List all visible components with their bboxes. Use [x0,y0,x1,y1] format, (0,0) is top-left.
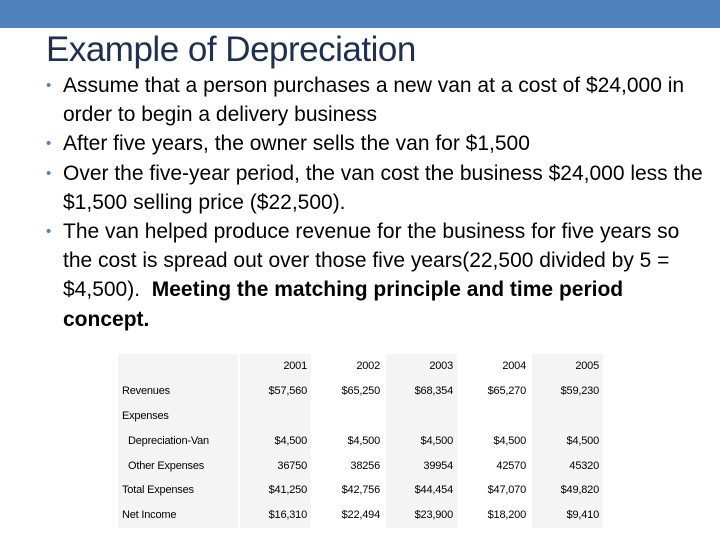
table-cell: $41,250 [240,478,311,503]
table-cell: 42570 [459,453,530,478]
table-cell: $49,820 [532,478,603,503]
table-cell: $9,410 [532,503,603,528]
table-cell: $4,500 [532,428,603,453]
table-cell [532,404,603,429]
table-cell: $4,500 [459,428,530,453]
table-row-net-income [118,503,603,528]
bullet-marker-icon: • [46,135,52,153]
year-header: 2002 [313,354,384,379]
bullet-text: Assume that a person purchases a new van at a cost of $24,000 in order to begin a delivery business [63,74,685,127]
year-header: 2003 [386,354,457,379]
table-cell: $44,454 [386,478,457,503]
bullet-list [46,71,711,334]
table-cell [459,404,530,429]
table-cell: $59,230 [532,379,603,404]
table-cell: 45320 [532,453,603,478]
table-cell: $18,200 [459,503,530,528]
table-cell: $68,354 [386,379,457,404]
bullet-marker-icon: • [46,77,52,94]
slide-title: Example of Depreciation [46,30,416,69]
year-header: 2004 [459,354,530,379]
bullet-text: After five years, the owner sells the van for $1,500 [63,132,530,156]
year-header: 2001 [240,354,311,379]
bullet-item [46,71,711,129]
table-cell: $57,560 [240,379,311,404]
bullet-text: The van helped produce revenue for the business for five years so the cost is spread out over those five years(22,500 divided by 5 = $4,500). [63,220,680,302]
row-label: Revenues [118,379,238,404]
row-label: Other Expenses [118,453,238,478]
table-cell: 38256 [313,453,384,478]
bullet-item [46,217,711,334]
table-cell: 36750 [240,453,311,478]
bullet-text: Over the five-year period, the van cost the business $24,000 less the $1,500 selling price ($22,500). [63,161,703,214]
top-accent-bar [0,0,720,28]
bullet-marker-icon: • [46,223,52,241]
table-cell [240,404,311,429]
bullet-item [46,159,711,217]
row-label: Net Income [118,503,238,528]
row-label: Total Expenses [118,478,238,503]
table-cell: $23,900 [386,503,457,528]
table-row-depreciation [118,428,603,453]
table-cell: $16,310 [240,503,311,528]
table-corner-cell [118,354,238,379]
bullet-emphasis: Meeting the matching principle and time period concept. [63,278,624,331]
table-cell: $4,500 [240,428,311,453]
row-label: Expenses [118,404,238,429]
table-cell [313,404,384,429]
bullet-marker-icon: • [46,164,52,182]
table-cell: $47,070 [459,478,530,503]
depreciation-table [116,354,605,528]
table-row-expenses [118,404,603,429]
year-header: 2005 [532,354,603,379]
table-row-total-expenses [118,478,603,503]
bullet-item [46,129,711,158]
table-cell: $65,270 [459,379,530,404]
table-header-row [118,354,603,379]
table-cell: $42,756 [313,478,384,503]
table-row-revenues [118,379,603,404]
table-cell [386,404,457,429]
table-cell: $4,500 [386,428,457,453]
row-label: Depreciation-Van [118,428,238,453]
table-cell: $22,494 [313,503,384,528]
table-cell: $4,500 [313,428,384,453]
table-row-other-expenses [118,453,603,478]
table-cell: 39954 [386,453,457,478]
table-cell: $65,250 [313,379,384,404]
